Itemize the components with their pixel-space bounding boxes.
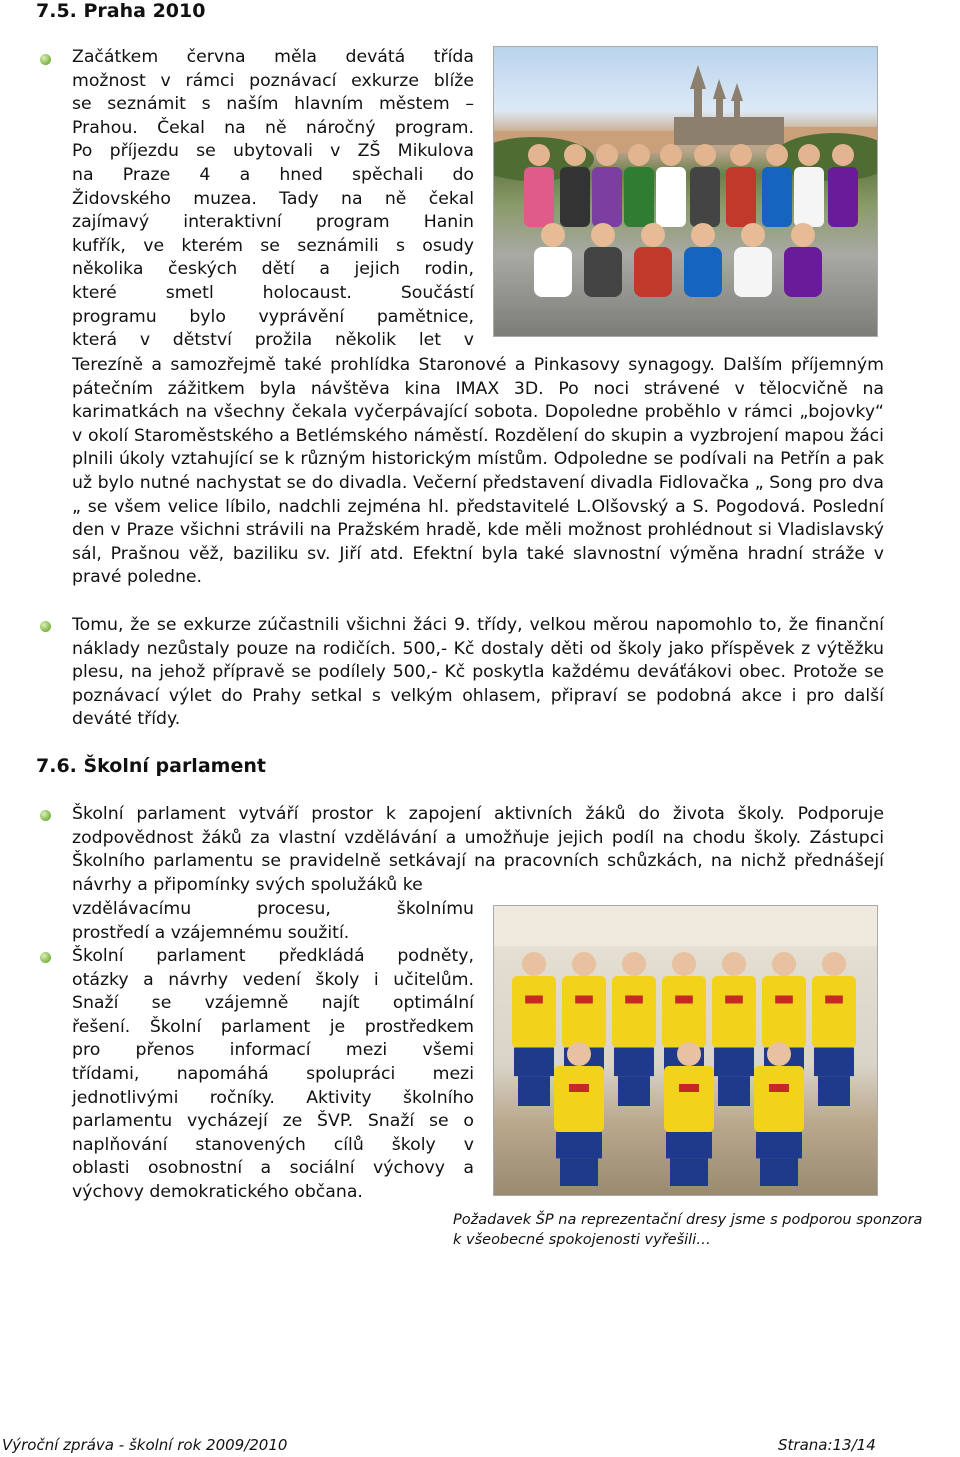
student-figure <box>592 167 622 227</box>
player-jersey <box>812 976 856 1048</box>
praha-paragraph-continued: Terezíně a samozřejmě také prohlídka Staronové a Pinkasovy synagogy. Dalším příjemným pátečním zážitkem byla návštěva kina IMAX 3D. Po noci strávené v tělocvičně na karimatkách na všechny čekala vyčerpávající sobota. Dopoledne proběhlo v rámci „bojovky“ v okolí Staroměstského a Betlémského náměstí. Rozdělení do skupin a vyzbrojení mapou žáci plnili úkoly vztahující se k různým historickým místům. Odpoledne se podívali na Petřín a pak už bylo nutné nachystat se do divadla. Večerní představení divadla Fidlovačka „ Song pro dva „ se všem velice líbilo, nadchli zejména hl. představitelé L.Olšovský a S. Pogodová. Poslední den v Praze všichni strávili na Pražském hradě, kde měli možnost prohlédnout si Vladislavský sál, Prašnou věž, baziliku sv. Jiří atd. Efektní byla také slavnostní výměna hradní stráže v pravé poledne. <box>72 355 884 588</box>
student-head <box>564 144 586 166</box>
player-shorts <box>756 1132 802 1158</box>
caption-line: Požadavek ŠP na reprezentační dresy jsme s podporou sponzora <box>453 1212 923 1228</box>
player-jersey <box>712 976 756 1048</box>
student-head <box>741 223 765 247</box>
caption-line: k všeobecné spokojenosti vyřešili… <box>453 1232 711 1248</box>
student-figure <box>560 167 590 227</box>
text-line: vzdělávacímu procesu, školnímu <box>72 899 474 919</box>
player-shorts <box>556 1132 602 1158</box>
student-head <box>791 223 815 247</box>
student-figure <box>794 167 824 227</box>
player-head <box>822 952 846 976</box>
student-figure <box>634 247 672 297</box>
student-head <box>541 223 565 247</box>
text-line: pro přenos informací mezi všemi <box>72 1040 474 1061</box>
footer-page-number: Strana:13/14 <box>778 1436 876 1454</box>
player-shorts <box>814 1048 854 1077</box>
section-heading-parlament: 7.6. Školní parlament <box>36 755 266 777</box>
sponsor-logo <box>679 1084 699 1092</box>
text-line: Začátkem června měla devátá třída <box>72 47 474 67</box>
student-head <box>628 144 650 166</box>
player-socks <box>560 1158 598 1186</box>
text-line: Po příjezdu se ubytovali v ZŠ Mikulova <box>72 141 474 162</box>
text-line: Prahou. Čekal na ně náročný program. <box>72 117 474 138</box>
student-figure <box>726 167 756 227</box>
student-figure <box>584 247 622 297</box>
text-line: třídami, napomáhá spolupráci mezi <box>72 1063 474 1084</box>
student-head <box>528 144 550 166</box>
text-line: Školní parlament předkládá podněty, <box>72 946 474 966</box>
parlament-paragraph-activities <box>72 945 474 1205</box>
player-head <box>622 952 646 976</box>
student-figure <box>828 167 858 227</box>
praha-paragraph-funding: Tomu, že se exkurze zúčastnili všichni žáci 9. třídy, velkou měrou napomohlo to, že finanční náklady nezůstaly pouze na rodičích. 500,- Kč dostaly děti od školy jako příspěvek z výtěžku plesu, na jehož přípravě se podílely 500,- Kč poskytla každému deváťákovi obec. Protože se poznávací výlet do Prahy setkal s velkým ohlasem, připraví se podobná akce i pro další deváté třídy. <box>72 615 884 730</box>
text-line: Židovského muzea. Tady na ně čekal <box>72 188 474 209</box>
student-figure <box>524 167 554 227</box>
text-line: výchovy demokratického občana. <box>72 1181 363 1202</box>
student-head <box>641 223 665 247</box>
student-head <box>694 144 716 166</box>
player-socks <box>670 1158 708 1186</box>
text-line: možnost v rámci poznávací exkurze blíže <box>72 70 474 91</box>
class-trip-photo <box>493 46 878 337</box>
student-head <box>766 144 788 166</box>
player-head <box>722 952 746 976</box>
player-jersey <box>562 976 606 1048</box>
bullet-icon <box>40 54 51 65</box>
player-head <box>677 1042 701 1066</box>
student-head <box>591 223 615 247</box>
student-figure <box>784 247 822 297</box>
student-head <box>798 144 820 166</box>
bullet-icon <box>40 952 51 963</box>
player-shorts <box>614 1048 654 1077</box>
student-head <box>691 223 715 247</box>
text-line: jednotlivými ročníky. Aktivity školního <box>72 1087 474 1108</box>
sponsor-logo <box>569 1084 589 1092</box>
sponsor-logo <box>825 996 843 1004</box>
text-line: parlamentu vycházejí ze ŠVP. Snaží se o <box>72 1111 474 1132</box>
player-jersey <box>512 976 556 1048</box>
sponsor-logo <box>725 996 743 1004</box>
text-line: které smetl holocaust. Součástí <box>72 282 474 303</box>
text-line: se seznámit s naším hlavním městem – <box>72 94 474 115</box>
student-head <box>730 144 752 166</box>
text-line: naplňování stanovených cílů školy v <box>72 1134 474 1155</box>
section-heading-praha: 7.5. Praha 2010 <box>36 0 206 22</box>
player-jersey <box>664 1066 714 1132</box>
player-jersey <box>612 976 656 1048</box>
player-head <box>672 952 696 976</box>
text-line: kufřík, ve kterém se seznámili s osudy <box>72 235 474 256</box>
text-line: programu bylo vyprávění pamětnice, <box>72 306 474 327</box>
player-head <box>772 952 796 976</box>
text-line: na Praze 4 a hned spěchali do <box>72 164 474 185</box>
text-line: zajímavý interaktivní program Hanin <box>72 212 474 233</box>
student-figure <box>624 167 654 227</box>
text-line: řešení. Školní parlament je prostředkem <box>72 1016 474 1037</box>
parlament-paragraph-intro-end <box>72 898 474 945</box>
student-figure <box>762 167 792 227</box>
student-head <box>596 144 618 166</box>
parlament-paragraph-intro: Školní parlament vytváří prostor k zapojení aktivních žáků do života školy. Podporuje zodpovědnost žáků za vlastní vzdělávání a umožňuje jejich podíl na chodu školy. Zástupci Školního parlamentu se pravidelně setkávají na pracovních schůzkách, na nichž přednášejí návrhy a připomínky svých spolužáků ke <box>72 804 884 895</box>
sponsor-logo <box>625 996 643 1004</box>
sponsor-logo <box>775 996 793 1004</box>
student-head <box>832 144 854 166</box>
player-jersey <box>754 1066 804 1132</box>
player-shorts <box>514 1048 554 1077</box>
sponsor-logo <box>525 996 543 1004</box>
sponsor-logo <box>575 996 593 1004</box>
sponsor-logo <box>675 996 693 1004</box>
photo-caption <box>453 1210 960 1250</box>
student-figure <box>656 167 686 227</box>
player-socks <box>518 1076 550 1106</box>
player-head <box>572 952 596 976</box>
player-socks <box>760 1158 798 1186</box>
sponsor-logo <box>769 1084 789 1092</box>
text-line: několika českých dětí a jejich rodin, <box>72 259 474 280</box>
football-team-photo <box>493 905 878 1196</box>
team-photo-illustration <box>494 906 877 1195</box>
player-jersey <box>662 976 706 1048</box>
student-figure <box>690 167 720 227</box>
text-line: prostředí a vzájemnému soužití. <box>72 922 350 943</box>
student-figure <box>684 247 722 297</box>
student-head <box>660 144 682 166</box>
player-head <box>567 1042 591 1066</box>
bullet-icon <box>40 621 51 632</box>
text-line: oblasti osobnostní a sociální výchovy a <box>72 1158 474 1179</box>
player-socks <box>818 1076 850 1106</box>
player-socks <box>618 1076 650 1106</box>
player-head <box>522 952 546 976</box>
student-figure <box>734 247 772 297</box>
text-line: Snaží se vzájemně najít optimální <box>72 993 474 1014</box>
player-shorts <box>714 1048 754 1077</box>
player-socks <box>718 1076 750 1106</box>
prague-group-photo-illustration <box>494 47 877 336</box>
player-head <box>767 1042 791 1066</box>
player-jersey <box>554 1066 604 1132</box>
text-line: otázky a návrhy vedení školy i učitelům. <box>72 969 474 990</box>
text-line: která v dětství prožila několik let v <box>72 330 474 351</box>
bullet-icon <box>40 810 51 821</box>
student-figure <box>534 247 572 297</box>
player-shorts <box>666 1132 712 1158</box>
footer-report-title: Výroční zpráva - školní rok 2009/2010 <box>2 1436 288 1454</box>
player-jersey <box>762 976 806 1048</box>
